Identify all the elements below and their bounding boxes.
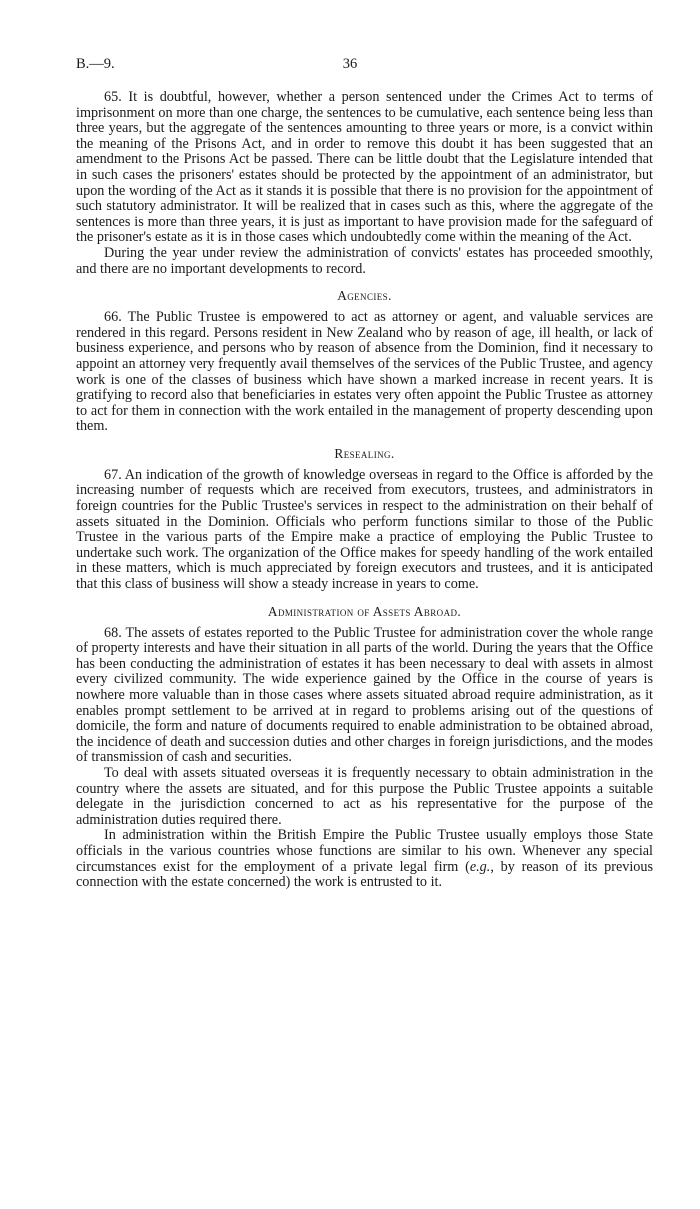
document-body (76, 90, 653, 891)
paragraph-66: 66. The Public Trustee is empowered to act as attorney or agent, and valuable services are rendered in this regard. Persons resident in New Zealand who by reason of age, ill health, or lack of business experience, and persons who by reason of absence from the Dominion, find it necessary to appoint an attorney very frequently avail themselves of the services of the Public Trustee, and agency work is one of the classes of business which have shown a marked increase in recent years. It is gratifying to record also that beneficiaries in estates very often appoint the Public Trustee as attorney to act for them in connection with the work entailed in the management of property descending upon them. (76, 309, 653, 435)
document-reference: B.—9. (76, 56, 115, 72)
paragraph-68-empire (76, 828, 653, 890)
paragraph-68-empire-text: In administration within the British Empire the Public Trustee usually employs those State officials in the various countries whose functions are similar to his own. Whenever any special circumstances exist for the employment of a private legal firm ( (76, 827, 653, 875)
page-header (76, 56, 624, 76)
paragraph-68-overseas: To deal with assets situated overseas it is frequently necessary to obtain administration in the country where the assets are situated, and for this purpose the Public Trustee appoints a suitable delegate in the jurisdiction concerned to act as his representative for the purpose of the administration duties required there. (76, 764, 653, 828)
paragraph-65: 65. It is doubtful, however, whether a person sentenced under the Crimes Act to terms of imprisonment on more than one charge, the sentences to be cumulative, each sentence being less than three years, but the aggregate of the sentences amounting to three years or more, is a convict within the meaning of the Prisons Act, and in order to remove this doubt it has been suggested that an amendment to the Prisons Act be passed. There can be little doubt that the Legislature intended that in such cases the prisoners' estates should be protected by the appointment of an administrator, but upon the wording of the Act as it stands it is possible that there is no provision for the appointment of such statutory administrator. It will be realized that in cases such as this, where the aggregate of the sentences is more than three years, it is just as important to have provision made for the safeguard of the prisoner's estate as it is in those cases which undoubtedly come within the meaning of the Act. (76, 89, 653, 246)
heading-resealing: Resealing. (334, 445, 395, 461)
paragraph-68-empire-end: , by reason of its previous connection with the estate concerned) the work is entrusted to it. (76, 858, 653, 891)
heading-agencies: Agencies. (337, 288, 392, 304)
paragraph-68: 68. The assets of estates reported to the Public Trustee for administration cover the whole range of property interests and have their situation in all parts of the world. During the years that the Office has been conducting the administration of estates it has been necessary to deal with assets in almost every civilized community. The wide experience gained by the Office in the course of years is nowhere more valuable than in those cases where assets situated abroad require administration, as it enables prompt settlement to be arrived at in regard to problems arising out of the questions of domicile, the form and nature of documents required to enable administration to be obtained abroad, the incidence of death and succession duties and other charges in foreign jurisdictions, and the modes of transmission of cash and securities. (76, 624, 653, 766)
paragraph-67: 67. An indication of the growth of knowledge overseas in regard to the Office is afforded by the increasing number of requests which are received from executors, trustees, and administrators in foreign countries for the Public Trustee's services in respect to the administration on their behalf of assets situated in the Dominion. Officials who perform functions similar to those of the Public Trustee in the various parts of the Empire make a practice of employing the Public Trustee to undertake such work. The organization of the Office makes for speedy handling of the work entailed in these matters, which is much appreciated by foreign executors and trustees, and it is anticipated that this class of business will show a steady increase in years to come. (76, 466, 653, 593)
paragraph-65-continued: During the year under review the administration of convicts' estates has proceeded smoothly, and there are no important developments to record. (76, 244, 653, 277)
heading-administration-abroad: Administration of Assets Abroad. (267, 603, 462, 619)
page-number: 36 (342, 56, 358, 72)
eg-abbreviation: e.g. (469, 858, 491, 875)
